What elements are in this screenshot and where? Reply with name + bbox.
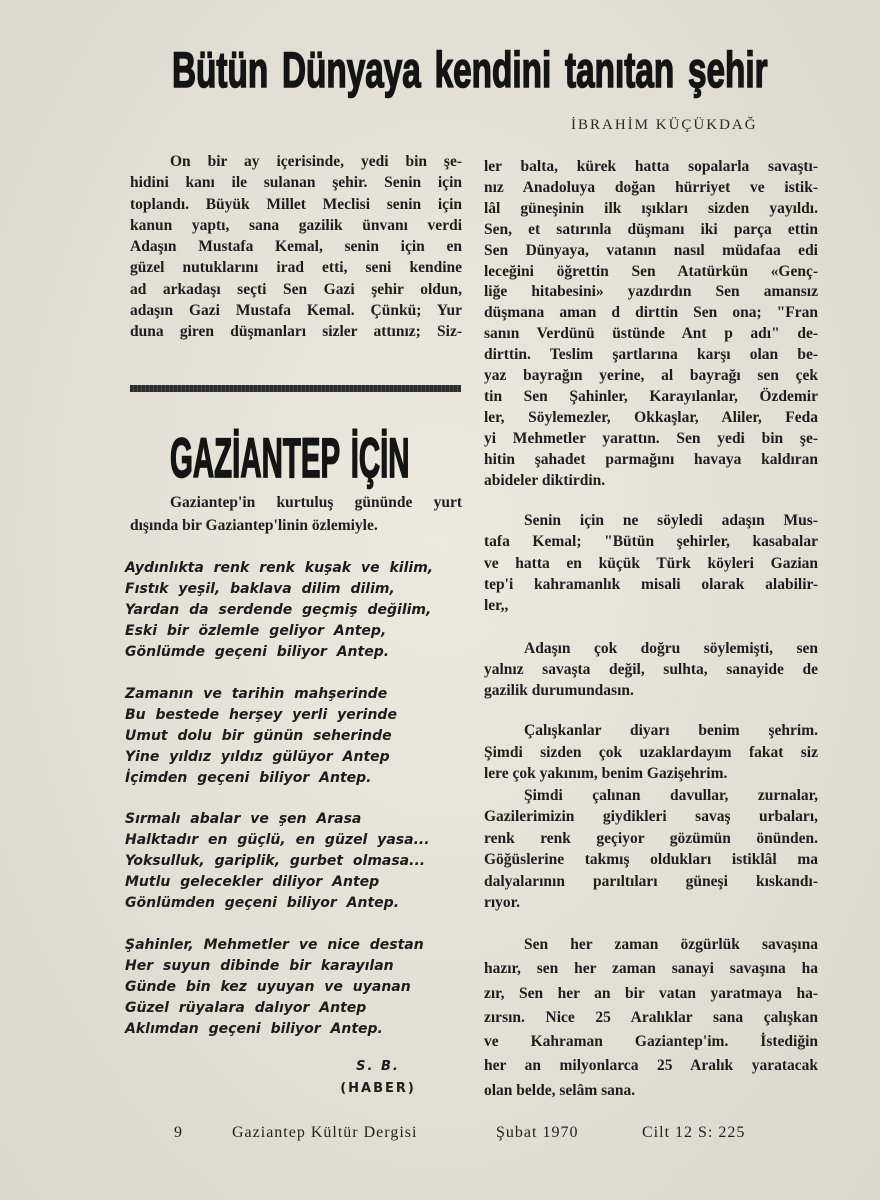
- text-line: yaz bayrağın yerine, al bayrağı sen çek: [484, 367, 818, 385]
- text-line: ler balta, kürek hatta sopalarla savaştı-: [484, 158, 818, 175]
- volume-issue: Cilt 12 S: 225: [642, 1124, 746, 1141]
- poem-line: Aydınlıkta renk renk kuşak ve kilim,: [125, 560, 434, 576]
- text-line: Şimdi sizden çok uzaklardayım fakat siz: [484, 743, 818, 761]
- poem-line: Her suyun dibinde bir karayılan: [125, 958, 394, 974]
- poem-stanza-1: [125, 558, 460, 663]
- poem-source: (HABER): [340, 1081, 416, 1096]
- text-line: ve hatta en küçük Türk köyleri Gazian: [484, 554, 818, 572]
- text-line: Çalışkanlar diyarı benim şehrim.: [524, 722, 818, 739]
- text-line: zır, Sen her an bir vatan yaratmaya ha-: [484, 984, 818, 1002]
- poem-line: Yardan da serdende geçmiş değilim,: [125, 602, 432, 618]
- text-line: Senin için ne söyledi adaşın Mus-: [524, 512, 818, 529]
- text-line: hidini kanı ile sulanan şehir. Senin için: [130, 174, 462, 192]
- text-line: tafa Kemal; "Bütün şehirler, kasabalar: [484, 533, 818, 551]
- poem-stanza-3: [125, 809, 460, 914]
- magazine-name: Gaziantep Kültür Dergisi: [232, 1124, 418, 1141]
- text-line: Sen, et satırınla düşmanı iki parça ettin: [484, 220, 818, 238]
- poem-line: Gönlümde geçeni biliyor Antep.: [125, 644, 390, 660]
- article-paragraph-right-4: [484, 720, 818, 914]
- poem-line: Fıstık yeşil, baklava dilim dilim,: [125, 581, 395, 597]
- article-paragraph-right-1: [484, 157, 818, 492]
- text-line: On bir ay içerisinde, yedi bin şe-: [170, 153, 462, 170]
- poem-line: Şahinler, Mehmetler ve nice destan: [125, 937, 424, 953]
- text-line: yi Mehmetler yarattın. Sen yedi bin şe-: [484, 429, 818, 447]
- article-paragraph-right-3: [484, 638, 818, 701]
- text-line: zırsın. Nice 25 Aralıklar sana çalışkan: [484, 1008, 818, 1026]
- text-line: Şimdi çalınan davullar, zurnalar,: [524, 786, 818, 804]
- article-paragraph-right-5: [484, 933, 818, 1103]
- text-line: Gazilerimizin giydikleri savaş urbaları,: [484, 808, 818, 825]
- section-divider: [130, 385, 461, 392]
- text-line: ler, Söylemezler, Okkaşlar, Aliler, Feda: [484, 408, 818, 426]
- text-line: dışında bir Gaziantep'linin özlemiyle.: [130, 517, 378, 534]
- poem-dedication: [130, 491, 462, 537]
- article-paragraph-left: [130, 151, 462, 343]
- text-line: duna giren düşmanları sizler attınız; Siz-: [130, 323, 462, 341]
- poem-line: Gönlümden geçeni biliyor Antep.: [125, 895, 400, 911]
- poem-line: Sırmalı abalar ve şen Arasa: [125, 811, 362, 827]
- poem-line: Halktadır en güçlü, en güzel yasa...: [125, 832, 430, 848]
- text-line: ler,,: [484, 597, 509, 615]
- article-paragraph-right-2: [484, 510, 818, 616]
- text-line: dalyalarının parıltıları güneşi kıskandı-: [484, 872, 818, 890]
- text-line: yalnız savaşta değil, sulhta, sanayide de: [484, 661, 818, 678]
- text-line: hazır, sen her zaman sanayi savaşına ha: [484, 960, 818, 978]
- poem-heading: GAZİANTEP İÇİN: [170, 428, 410, 490]
- text-line: liğe hitabesini» yazdırdın Sen amansız: [484, 283, 818, 301]
- poem-line: Eski bir özlemle geliyor Antep,: [125, 623, 387, 639]
- text-line: tin Sen Şahinler, Karayılanlar, Özdemir: [484, 387, 818, 405]
- poem-stanza-4: [125, 935, 460, 1040]
- text-line: sanın Verdünü üstünde Ant p adı" de-: [484, 325, 818, 343]
- text-line: Adaşın çok doğru söylemişti, sen: [524, 640, 818, 657]
- poem-line: Mutlu gelecekler diliyor Antep: [125, 874, 380, 890]
- poem-line: İçimden geçeni biliyor Antep.: [125, 770, 372, 786]
- poem-line: Yine yıldız yıldız gülüyor Antep: [125, 749, 390, 765]
- text-line: kanun yaptı, sana gazilik ünvanı verdi: [130, 216, 462, 234]
- article-author: İBRAHİM KÜÇÜKDAĞ: [571, 117, 758, 133]
- text-line: ve Kahraman Gaziantep'im. İstediğin: [484, 1033, 818, 1051]
- poem-line: Zamanın ve tarihin mahşerinde: [125, 686, 388, 702]
- text-line: lâl güneşinin ilk ışıkları sizden yayıldı.: [484, 199, 818, 217]
- article-title: Bütün Dünyaya kendini tanıtan şehir: [172, 42, 768, 99]
- poem-line: Güzel rüyalara dalıyor Antep: [125, 1000, 367, 1016]
- poem-line: Aklımdan geçeni biliyor Antep.: [125, 1021, 383, 1037]
- issue-date: Şubat 1970: [496, 1124, 579, 1141]
- text-line: Sen Dünyaya, vatanın nasıl müdafaa edi: [484, 241, 818, 259]
- poem-line: Günde bin kez uyuyan ve uyanan: [125, 979, 411, 995]
- page-number: 9: [174, 1124, 183, 1141]
- text-line: dirttin. Teslim şartlarına karşı olan be-: [484, 346, 818, 364]
- text-line: abideler diktirdin.: [484, 471, 606, 489]
- text-line: Sen her zaman özgürlük savaşına: [524, 936, 818, 953]
- poem-line: Bu bestede herşey yerli yerinde: [125, 707, 397, 723]
- poem-line: Yoksulluk, gariplik, gurbet olmasa...: [125, 853, 426, 869]
- text-line: ad arkadaşı seçti Sen Gazi şehir oldun,: [130, 280, 462, 298]
- text-line: düşmana aman d dirttin Sen ona; "Fran: [484, 304, 818, 322]
- text-line: rıyor.: [484, 894, 521, 911]
- text-line: Göğüslerine takmış oldukları istiklâl ma: [484, 851, 818, 868]
- text-line: her an milyonlarca 25 Aralık yaratacak: [484, 1057, 818, 1075]
- poem-stanza-2: [125, 684, 460, 789]
- poem-line: Umut dolu bir günün seherinde: [125, 728, 392, 744]
- text-line: olan belde, selâm sana.: [484, 1081, 636, 1099]
- text-line: Gaziantep'in kurtuluş gününde yurt: [170, 494, 462, 511]
- text-line: Adaşın Mustafa Kemal, senin için en: [130, 238, 462, 256]
- text-line: güzel nutuklarını irad etti, seni kendine: [130, 259, 462, 277]
- text-line: toplandı. Büyük Millet Meclisi senin için: [130, 195, 462, 213]
- text-line: nız Anadoluya doğan hürriyet ve istik-: [484, 178, 818, 196]
- text-line: tep'i kahramanlık misali olarak alabilir-: [484, 575, 818, 593]
- text-line: gazilik durumundasın.: [484, 682, 634, 699]
- text-line: renk renk geçiyor gözümün önünden.: [484, 829, 818, 847]
- text-line: leceğini öğrettin Sen Atatürkün «Genç-: [484, 262, 818, 280]
- text-line: lere çok yakınım, benim Gazişehrim.: [484, 765, 728, 782]
- poem-signature: S. B.: [356, 1059, 400, 1074]
- text-line: hitin şahadet parmağını havaya kaldıran: [484, 450, 818, 468]
- text-line: adaşın Gazi Mustafa Kemal. Çünkü; Yur: [130, 302, 462, 320]
